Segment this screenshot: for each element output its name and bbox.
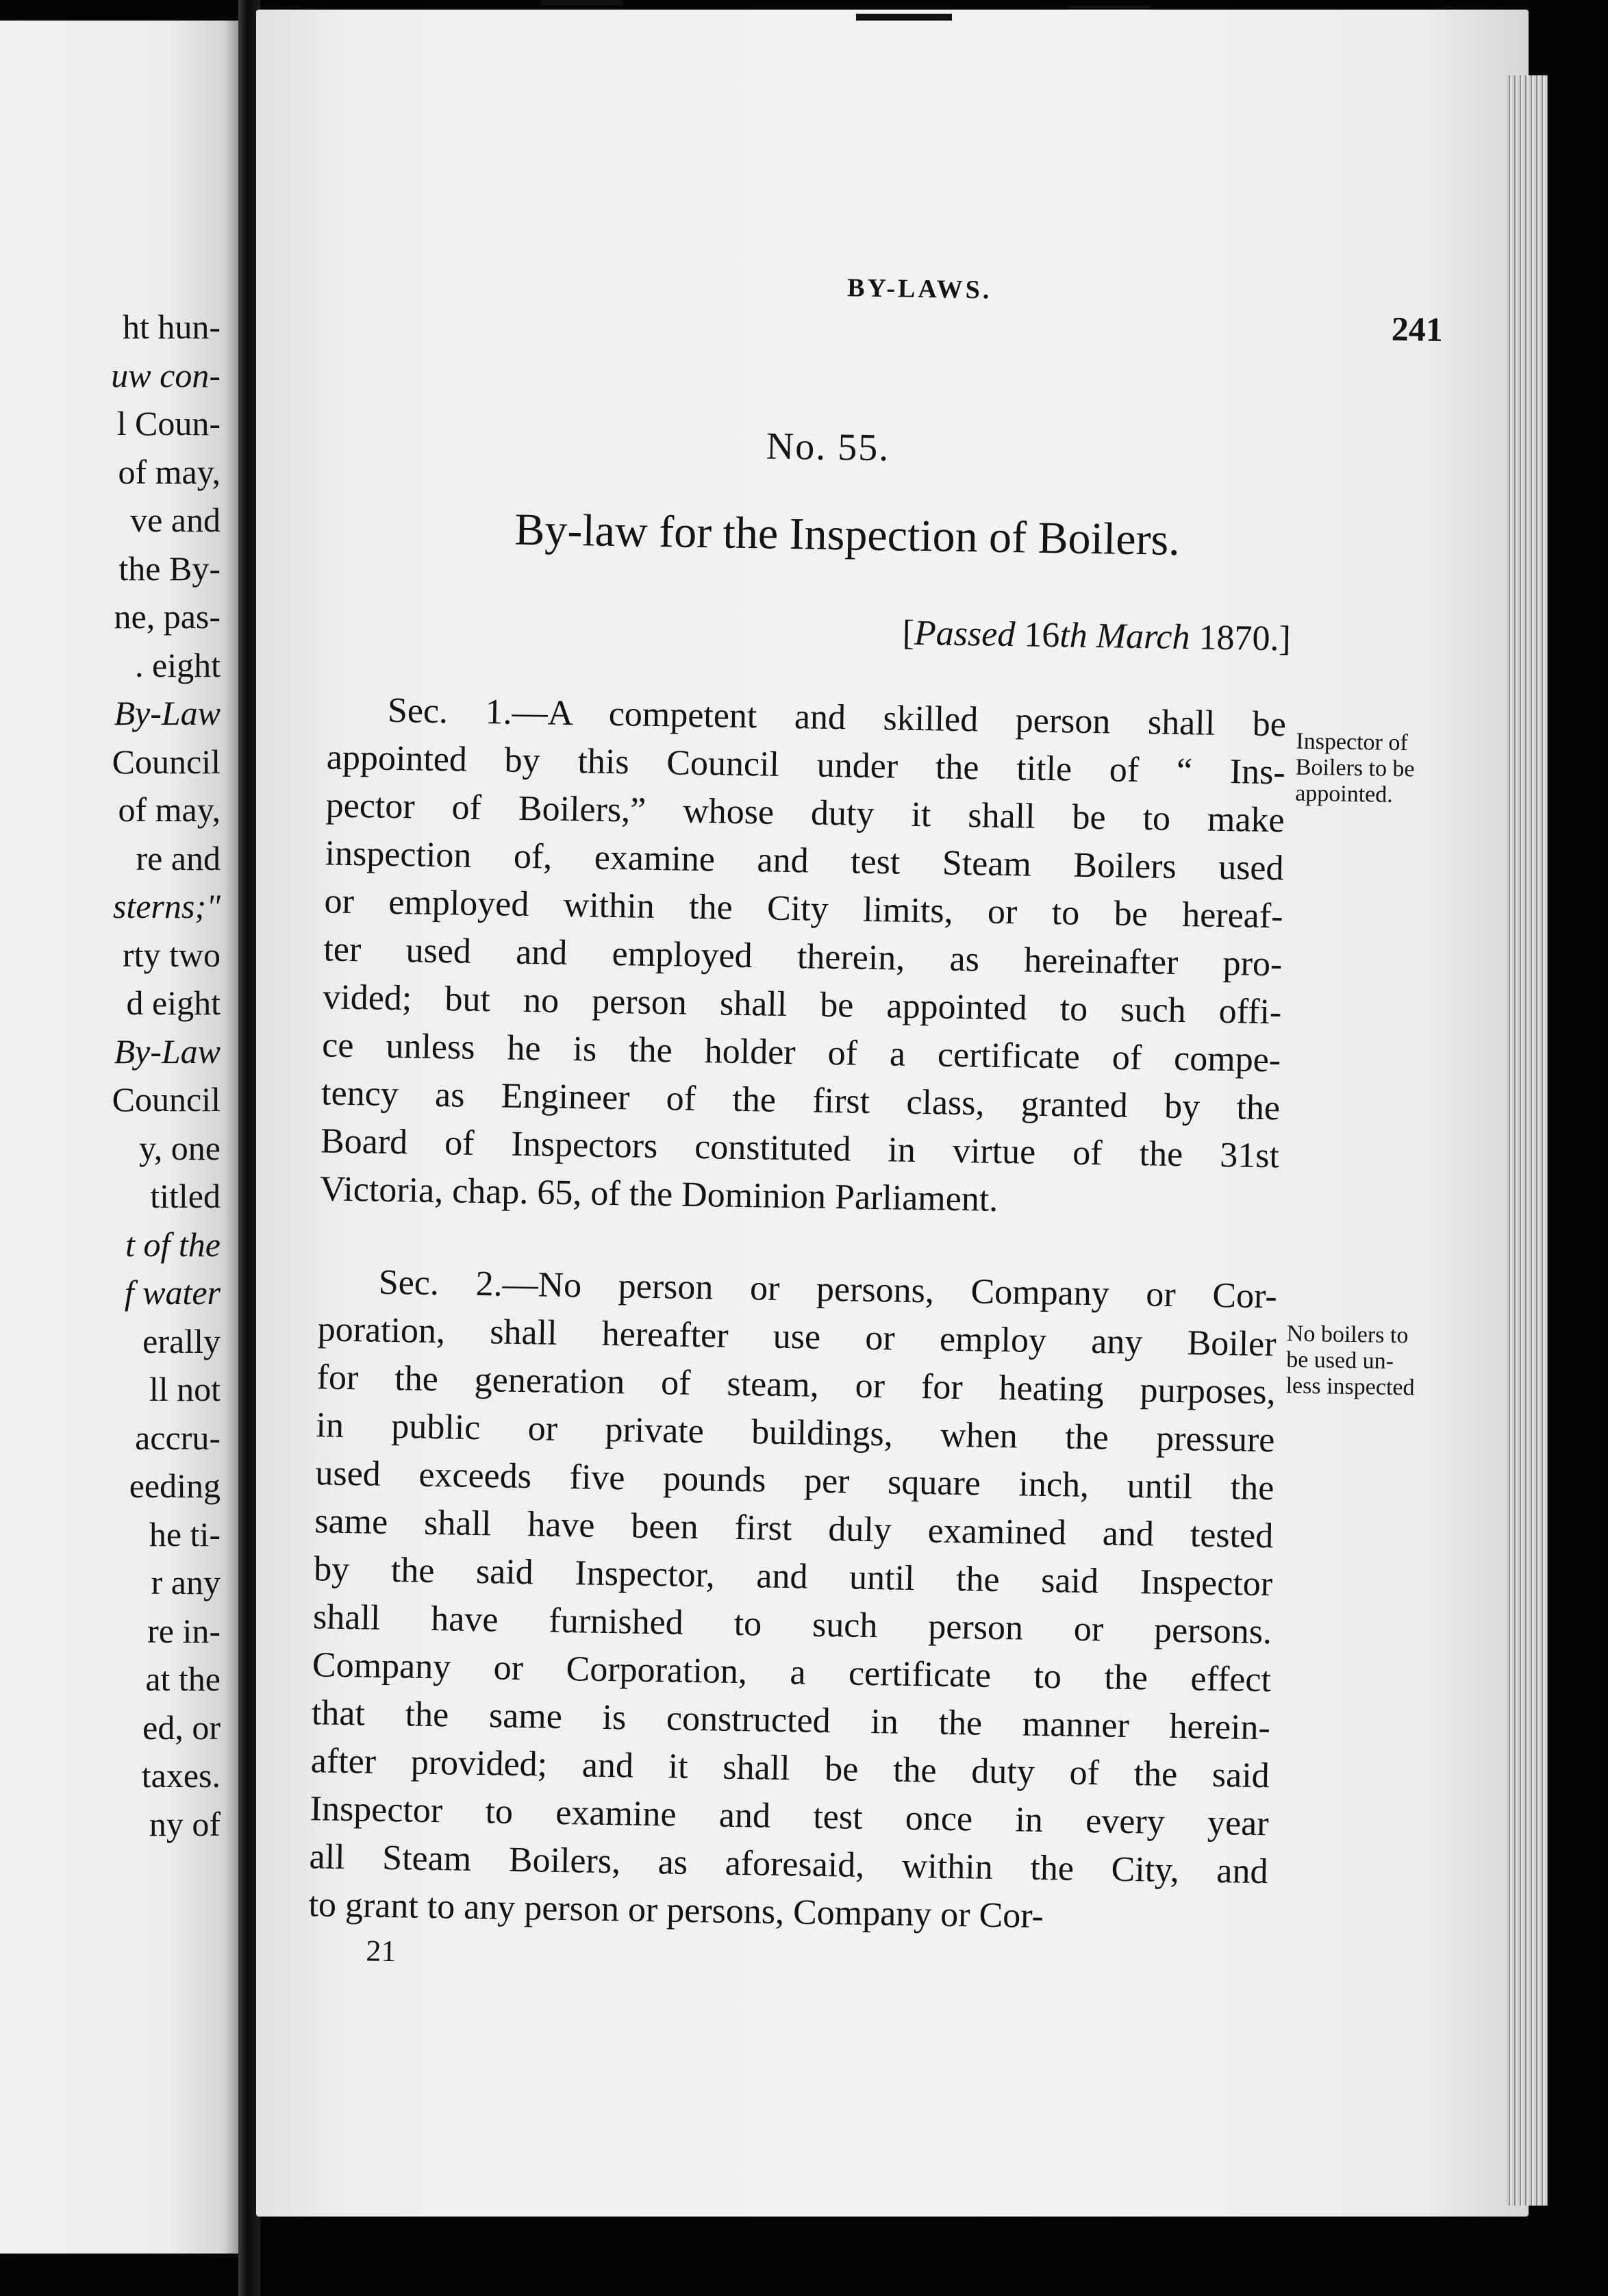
- section-1-marginal-note: [1295, 729, 1468, 810]
- left-page-line: the By-: [118, 549, 221, 588]
- left-page-line: r any: [151, 1563, 221, 1601]
- section-line: Board of Inspectors constituted in virtue of the 31st: [320, 1121, 1280, 1176]
- section-line: for the generation of steam, or for heating purposes,: [316, 1358, 1276, 1412]
- left-page-line: re in-: [147, 1611, 221, 1650]
- section-line: after provided; and it shall be the duty of the said: [310, 1741, 1270, 1796]
- section-line: poration, shall hereafter use or employ any Boiler: [317, 1310, 1277, 1364]
- scan-artifact: [1068, 5, 1151, 10]
- section-line: vided; but no person shall be appointed to such offi-: [322, 977, 1282, 1032]
- bylaw-title: By-law for the Inspection of Boilers.: [514, 504, 1181, 565]
- left-page-line: d eight: [126, 984, 221, 1022]
- left-page-line: re and: [136, 838, 221, 877]
- section-line: in public or private buildings, when the pressure: [316, 1406, 1275, 1460]
- marginal-note-line: be used un-: [1285, 1347, 1394, 1374]
- section-line: Victoria, chap. 65, of the Dominion Parliament.: [319, 1169, 998, 1219]
- section-line: Inspector to examine and test once in every year: [310, 1789, 1270, 1844]
- bylaw-number: No. 55.: [766, 425, 890, 470]
- section-line: ter used and employed therein, as hereinafter pro-: [323, 929, 1283, 984]
- marginal-note-line: less inspected: [1285, 1373, 1415, 1401]
- left-page-line: ll not: [149, 1370, 221, 1408]
- left-page-line: . eight: [135, 645, 221, 684]
- left-page-line: Council: [112, 1080, 221, 1119]
- left-page-line: eeding: [129, 1467, 221, 1505]
- section-line: shall have furnished to such person or persons.: [312, 1597, 1272, 1652]
- section-1-text: [319, 686, 1286, 1228]
- left-page-line: of may,: [118, 452, 221, 491]
- section-line: to grant to any person or persons, Company or Cor-: [308, 1885, 1044, 1936]
- running-head: BY-LAWS.: [846, 273, 992, 305]
- left-page-line: t of the: [125, 1225, 221, 1264]
- marginal-note-line: appointed.: [1294, 780, 1394, 808]
- left-page-line: erally: [142, 1321, 221, 1360]
- section-line: used exceeds five pounds per square inch, until the: [315, 1453, 1274, 1508]
- section-line: same shall have been first duly examined and tested: [314, 1501, 1274, 1556]
- left-page-line: ht hun-: [122, 308, 221, 346]
- passed-day: 16: [1014, 615, 1060, 656]
- left-page-line: accru-: [135, 1418, 221, 1457]
- passed-year: 1870.]: [1190, 618, 1292, 659]
- section-line: all Steam Boilers, as aforesaid, within the City, and: [309, 1837, 1268, 1892]
- section-line: pector of Boilers,” whose duty it shall be to make: [325, 786, 1285, 840]
- left-page-line: By-Law: [114, 694, 221, 732]
- section-line: Sec. 1.—A competent and skilled person shall be: [387, 690, 1287, 745]
- left-page-line: ne, pas-: [114, 597, 221, 636]
- left-page-text: [111, 303, 221, 1848]
- left-page-line: l Coun-: [116, 404, 221, 442]
- left-page-line: of may,: [118, 790, 221, 829]
- marginal-note-line: Boilers to be: [1295, 754, 1415, 782]
- section-line: Company or Corporation, a certificate to the effect: [312, 1645, 1272, 1700]
- section-line: inspection of, examine and test Steam Boilers used: [325, 834, 1284, 888]
- page-number: 241: [1391, 309, 1444, 349]
- section-line: ce unless he is the holder of a certificate of compe-: [321, 1025, 1281, 1080]
- section-line: Sec. 2.—No person or persons, Company or Cor-: [378, 1262, 1278, 1317]
- left-page-line: rty two: [122, 935, 221, 974]
- left-page-line: sterns;": [112, 887, 221, 925]
- left-page-line: y, one: [139, 1128, 221, 1167]
- section-2-marginal-note: [1285, 1321, 1458, 1402]
- left-page-line: uw con-: [111, 355, 221, 395]
- section-line: or employed within the City limits, or to be hereaf-: [324, 882, 1283, 936]
- passed-open-bracket: [: [902, 613, 915, 653]
- passed-month: th March: [1059, 616, 1190, 658]
- left-page-line: he ti-: [149, 1514, 221, 1553]
- left-page-line: taxes.: [141, 1756, 221, 1795]
- left-page-line: titled: [150, 1177, 221, 1215]
- left-page-line: f water: [124, 1273, 221, 1312]
- left-page-line: at the: [145, 1660, 221, 1698]
- right-page: [256, 10, 1529, 2217]
- left-page-line: ny of: [149, 1804, 221, 1843]
- marginal-note-line: No boilers to: [1286, 1321, 1409, 1349]
- section-line: appointed by this Council under the title of “ Ins-: [326, 738, 1286, 793]
- left-page-line: Council: [112, 742, 221, 781]
- marginal-note-line: Inspector of: [1296, 728, 1409, 756]
- section-line: tency as Engineer of the first class, granted by the: [321, 1073, 1281, 1128]
- passed-word: Passed: [914, 613, 1016, 655]
- scan-artifact: [856, 14, 952, 21]
- scan-artifact: [541, 0, 623, 5]
- left-page-line: ve and: [130, 501, 221, 539]
- section-line: by the said Inspector, and until the said Inspector: [313, 1549, 1273, 1604]
- page-edges: [1507, 75, 1548, 2206]
- left-page-line: By-Law: [114, 1032, 221, 1071]
- passed-date: [756, 610, 1291, 659]
- section-line: that the same is constructed in the manner herein-: [311, 1693, 1271, 1748]
- left-page-line: ed, or: [142, 1708, 221, 1747]
- left-page: [0, 21, 238, 2254]
- section-2-text: [308, 1258, 1277, 1944]
- signature-mark: 21: [366, 1934, 397, 1969]
